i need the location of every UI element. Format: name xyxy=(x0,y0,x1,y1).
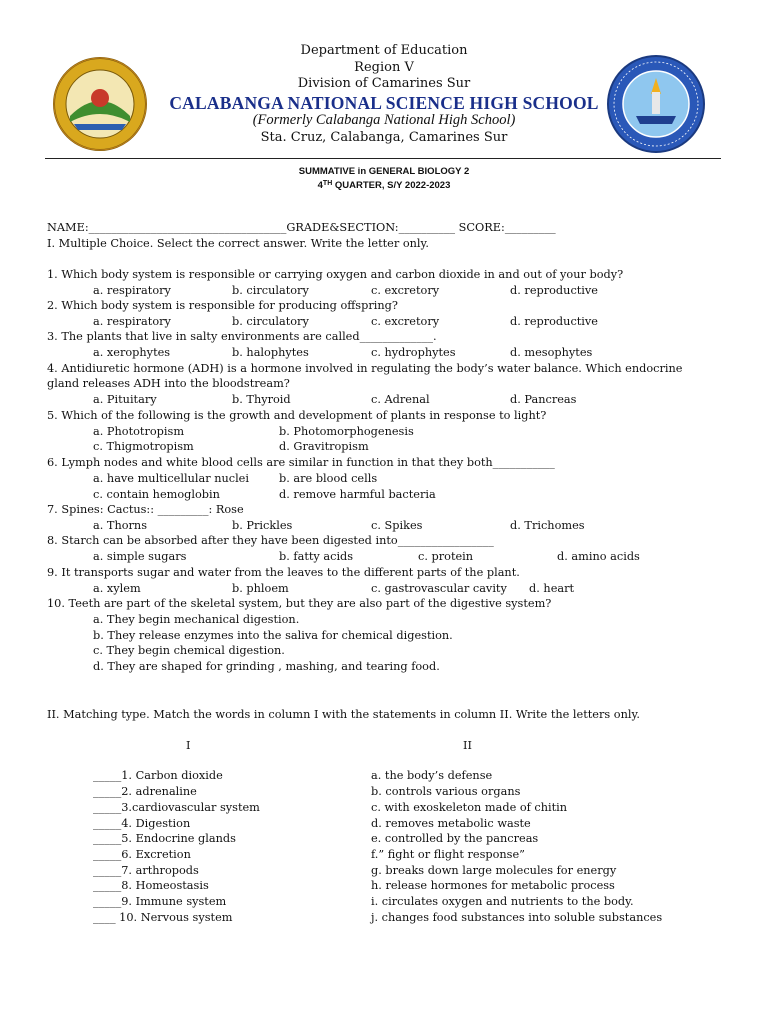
question-2: 2. Which body system is responsible for producing offspring? xyxy=(47,299,398,312)
q2-option-c: c. excretory xyxy=(371,315,440,328)
q6-option-a: a. have multicellular nuclei xyxy=(93,472,249,485)
q8-option-d: d. amino acids xyxy=(557,550,640,563)
question-8: 8. Starch can be absorbed after they have been digested into_________________ xyxy=(47,534,494,547)
match-statement-h: h. release hormones for metabolic process xyxy=(371,879,615,892)
division-text: Division of Camarines Sur xyxy=(297,76,471,91)
address-text: Sta. Cruz, Calabanga, Camarines Sur xyxy=(260,130,508,145)
exam-quarter: 4TH QUARTER, S/Y 2022-2023 xyxy=(317,180,451,191)
q7-option-c: c. Spikes xyxy=(371,519,423,532)
match-item-5: _____5. Endocrine glands xyxy=(93,832,236,845)
q1-option-d: d. reproductive xyxy=(510,284,598,297)
q1-option-c: c. excretory xyxy=(371,284,440,297)
q6-option-c: c. contain hemoglobin xyxy=(93,488,220,501)
q10-option-c: c. They begin chemical digestion. xyxy=(93,644,285,657)
school-name: CALABANGA NATIONAL SCIENCE HIGH SCHOOL xyxy=(169,93,599,113)
q8-option-a: a. simple sugars xyxy=(93,550,187,563)
match-item-8: _____8. Homeostasis xyxy=(93,879,209,892)
q9-option-d: d. heart xyxy=(529,582,575,595)
question-3: 3. The plants that live in salty environments are called_____________. xyxy=(47,330,437,343)
q3-option-a: a. xerophytes xyxy=(93,346,171,359)
column-2-header: II xyxy=(463,739,472,752)
formerly-text: (Formerly Calabanga National High School) xyxy=(252,112,516,128)
match-item-1: _____1. Carbon dioxide xyxy=(93,769,223,782)
match-item-2: _____2. adrenaline xyxy=(93,785,197,798)
q7-option-a: a. Thorns xyxy=(93,519,148,532)
q3-option-d: d. mesophytes xyxy=(510,346,593,359)
match-item-6: _____6. Excretion xyxy=(93,848,191,861)
match-statement-i: i. circulates oxygen and nutrients to the body. xyxy=(371,895,634,908)
department-text: Department of Education xyxy=(300,43,468,58)
q9-option-b: b. phloem xyxy=(232,582,289,595)
q6-option-d: d. remove harmful bacteria xyxy=(279,488,436,501)
q4-option-d: d. Pancreas xyxy=(510,393,577,406)
question-1: 1. Which body system is responsible or carrying oxygen and carbon dioxide in and out of your body? xyxy=(47,268,624,281)
q5-option-c: c. Thigmotropism xyxy=(93,440,194,453)
q4-option-c: c. Adrenal xyxy=(371,393,430,406)
question-5: 5. Which of the following is the growth and development of plants in response to light? xyxy=(47,409,547,422)
q5-option-a: a. Phototropism xyxy=(93,425,185,438)
match-statement-c: c. with exoskeleton made of chitin xyxy=(371,801,568,814)
q5-option-b: b. Photomorphogenesis xyxy=(279,425,414,438)
q7-option-d: d. Trichomes xyxy=(510,519,585,532)
question-6: 6. Lymph nodes and white blood cells are similar in function in that they both___________ xyxy=(47,456,555,469)
q1-option-b: b. circulatory xyxy=(232,284,309,297)
question-4: 4. Antidiuretic hormone (ADH) is a hormone involved in regulating the body’s water balance. Which endocrine xyxy=(47,362,683,375)
match-statement-e: e. controlled by the pancreas xyxy=(371,832,539,845)
q2-option-a: a. respiratory xyxy=(93,315,171,328)
region-text: Region V xyxy=(354,60,414,75)
q10-option-b: b. They release enzymes into the saliva for chemical digestion. xyxy=(93,629,453,642)
match-item-10: ____ 10. Nervous system xyxy=(93,911,233,924)
match-statement-j: j. changes food substances into soluble substances xyxy=(371,911,663,924)
exam-title: SUMMATIVE in GENERAL BIOLOGY 2 xyxy=(298,166,470,177)
q3-option-c: c. hydrophytes xyxy=(371,346,456,359)
match-statement-g: g. breaks down large molecules for energy xyxy=(371,864,617,877)
q2-option-d: d. reproductive xyxy=(510,315,598,328)
question-10: 10. Teeth are part of the skeletal system, but they are also part of the digestive system? xyxy=(47,597,552,610)
q1-option-a: a. respiratory xyxy=(93,284,171,297)
student-info-line: NAME:___________________________________GRADE&SECTION:__________ SCORE:_________ xyxy=(47,221,556,234)
match-item-4: _____4. Digestion xyxy=(93,817,191,830)
column-1-header: I xyxy=(186,739,191,752)
question-9: 9. It transports sugar and water from the leaves to the different parts of the plant. xyxy=(47,566,520,579)
question-7: 7. Spines: Cactus:: _________: Rose xyxy=(47,503,244,516)
q9-option-c: c. gastrovascular cavity xyxy=(371,582,507,595)
q6-option-b: b. are blood cells xyxy=(279,472,378,485)
match-statement-f: f.” fight or flight response” xyxy=(371,848,525,861)
q5-option-d: d. Gravitropism xyxy=(279,440,369,453)
q3-option-b: b. halophytes xyxy=(232,346,309,359)
match-statement-b: b. controls various organs xyxy=(371,785,521,798)
q8-option-b: b. fatty acids xyxy=(279,550,354,563)
q10-option-a: a. They begin mechanical digestion. xyxy=(93,613,300,626)
match-item-7: _____7. arthropods xyxy=(93,864,199,877)
header-divider xyxy=(45,158,721,159)
q2-option-b: b. circulatory xyxy=(232,315,309,328)
q10-option-d: d. They are shaped for grinding , mashing, and tearing food. xyxy=(93,660,440,673)
q4-option-b: b. Thyroid xyxy=(232,393,291,406)
question-4-cont: gland releases ADH into the bloodstream? xyxy=(47,377,290,390)
part2-instruction: II. Matching type. Match the words in column I with the statements in column II. Write the letters only. xyxy=(47,708,640,721)
match-item-3: _____3.cardiovascular system xyxy=(93,801,260,814)
part1-instruction: I. Multiple Choice. Select the correct answer. Write the letter only. xyxy=(47,237,429,250)
q9-option-a: a. xylem xyxy=(93,582,141,595)
match-item-9: _____9. Immune system xyxy=(93,895,227,908)
match-statement-a: a. the body’s defense xyxy=(371,769,493,782)
q4-option-a: a. Pituitary xyxy=(93,393,157,406)
q7-option-b: b. Prickles xyxy=(232,519,293,532)
q8-option-c: c. protein xyxy=(418,550,474,563)
match-statement-d: d. removes metabolic waste xyxy=(371,817,531,830)
